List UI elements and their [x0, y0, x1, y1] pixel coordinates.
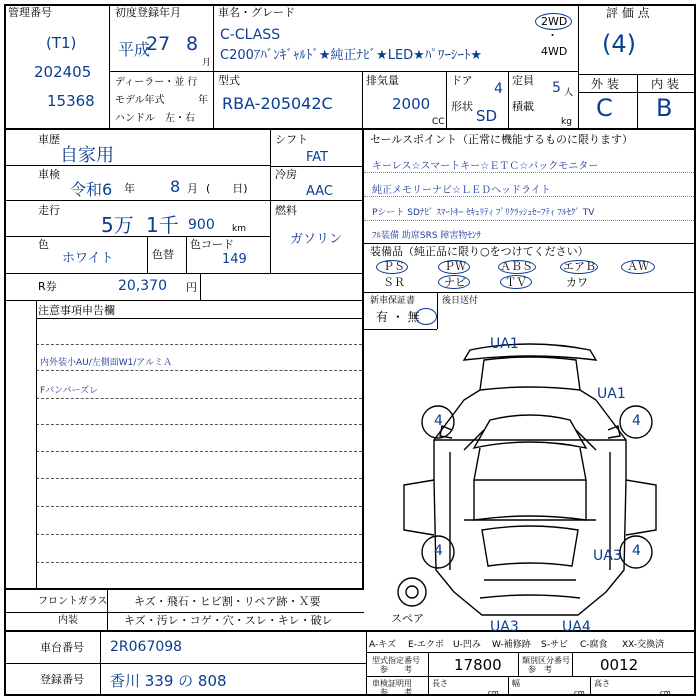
inspection-month-unit: 月: [187, 182, 198, 195]
capacity-unit: 人: [564, 88, 574, 98]
class-number-value: 0012: [600, 656, 639, 674]
mgmt-number-value-3: 15368: [47, 92, 95, 110]
recolor-label: 色替: [152, 248, 174, 261]
mileage-man: 5万: [101, 213, 134, 237]
handle-label: ハンドル 左・右: [115, 113, 195, 124]
wheel-mark-rear-left: 4: [434, 543, 443, 559]
damage-mark-ua3-side: UA3: [593, 548, 622, 564]
month-unit: 月: [202, 58, 212, 68]
legend-u: U-凹み: [453, 640, 481, 650]
damage-mark-ua1-top: UA1: [490, 336, 519, 352]
width-label: 幅: [512, 679, 520, 688]
history-value: 自家用: [60, 145, 114, 166]
registration-month: 8: [186, 33, 199, 55]
displacement-label: 排気量: [366, 74, 399, 87]
drive-4wd: 4WD: [541, 45, 568, 58]
color-code-label: 色コード: [190, 238, 234, 251]
inspection-era: 令和6: [70, 180, 113, 199]
interior-condition-value: キズ・汚レ・コゲ・穴・スレ・キレ・破レ: [124, 614, 333, 627]
equip-tv: ＴＶ: [505, 276, 527, 289]
r-ticket-label: R券: [38, 280, 57, 293]
drive-dot: ・: [547, 29, 558, 42]
shift-label: シフト: [275, 133, 308, 146]
spare-label: スペア: [391, 612, 424, 625]
warranty-label: 新車保証書: [370, 296, 416, 306]
model-type-label: 型式: [218, 74, 240, 87]
equip-navi: ナビ: [444, 276, 466, 289]
shift-value: FAT: [306, 150, 329, 165]
capacity-value: 5: [552, 80, 561, 96]
load-unit: kg: [561, 117, 572, 127]
model-year-unit: 年: [198, 95, 208, 106]
capacity-label: 定員: [512, 74, 534, 87]
interior-grade: B: [656, 94, 673, 122]
legend-e: E-エクボ: [408, 640, 444, 650]
warranty-circle: [415, 308, 437, 325]
evaluation-score: (4): [602, 30, 636, 58]
inspection-year-unit: 年: [124, 182, 135, 195]
front-glass-value: キズ・飛石・ヒビ割・リペア跡・Ｘ要: [134, 595, 321, 608]
color-code-value: 149: [222, 252, 247, 267]
damage-mark-ua3-rear: UA3: [490, 619, 519, 635]
interior-label: 内 装: [651, 77, 679, 91]
car-grade: C200ｱﾊﾞﾝｷﾞｬﾙﾄﾞ★純正ﾅﾋﾞ★LED★ﾊﾟﾜｰｼｰﾄ★: [220, 48, 482, 63]
type-designation-value: 17800: [454, 656, 502, 674]
mileage-rest: 900: [188, 217, 215, 233]
registration-year: 27: [146, 33, 171, 55]
sales-point-2: 純正メモリーナビ☆ＬＥＤヘッドライト: [372, 185, 551, 196]
class-number-label: 類別区分番号: [522, 656, 570, 665]
wheel-mark-front-right: 4: [632, 413, 641, 429]
r-ticket-value: 20,370: [118, 278, 167, 294]
wheel-mark-rear-right: 4: [632, 543, 641, 559]
mgmt-number-value-1: (T1): [46, 34, 77, 52]
height-unit: cm: [660, 689, 671, 697]
exterior-grade: C: [596, 94, 613, 122]
shape-label: 形状: [451, 100, 473, 113]
equip-airbag: エアＢ: [563, 260, 596, 273]
inspection-label: 車検: [38, 168, 60, 181]
certificate-label: 車検証明用: [372, 679, 412, 688]
car-name: C-CLASS: [220, 27, 281, 43]
car-name-label: 車名・グレード: [218, 6, 295, 19]
type-designation-sub: 参 考: [380, 665, 412, 674]
legend-s: S-サビ: [541, 640, 568, 650]
inspection-day-unit: ( 日): [206, 182, 248, 195]
ac-label: 冷房: [275, 168, 297, 181]
load-label: 積載: [512, 100, 534, 113]
fuel-label: 燃料: [275, 204, 297, 217]
mgmt-number-value-2: 202405: [34, 63, 92, 81]
exterior-label: 外 装: [591, 77, 619, 91]
note-line-2: Fバンパーズレ: [40, 386, 99, 396]
equip-leather: カワ: [566, 276, 588, 289]
evaluation-label: 評 価 点: [606, 6, 650, 20]
note-line-1: 内外装小AU/左側面W1/アルミＡ: [40, 358, 173, 368]
equip-pw: ＰＷ: [444, 260, 466, 273]
height-label: 高さ: [594, 679, 610, 688]
legend-a: A-キズ: [369, 640, 397, 650]
equip-ps: ＰＳ: [383, 260, 405, 273]
certificate-sub: 参 考: [380, 688, 412, 697]
fuel-value: ガソリン: [290, 232, 343, 247]
door-label: ドア: [451, 74, 473, 87]
width-unit: cm: [574, 689, 585, 697]
model-type-value: RBA-205042C: [222, 94, 333, 113]
registration-number-value: 香川 339 の 808: [110, 672, 227, 690]
chassis-label: 車台番号: [40, 641, 84, 654]
interior-condition-label: 内装: [58, 615, 78, 626]
sales-point-4: ﾌﾙ装備 助席SRS 障害物ｾﾝｻ: [372, 231, 481, 241]
equip-aw: ＡＷ: [627, 260, 649, 273]
displacement-value: 2000: [392, 95, 431, 113]
class-number-sub: 参 考: [528, 665, 552, 674]
drive-2wd: 2WD: [541, 15, 568, 28]
door-value: 4: [494, 81, 503, 97]
front-glass-label: フロントガラス: [38, 596, 108, 607]
length-unit: cm: [488, 689, 499, 697]
registration-number-label: 登録番号: [40, 673, 84, 686]
first-registration-label: 初度登録年月: [115, 6, 181, 19]
sales-point-3: Pシート SDﾅﾋﾞ ｽﾏｰﾄｷｰ ｾｷｭﾘﾃｨ ﾌﾟﾘｸﾗｯｼｭｾｰﾌﾃｨ ﾌﾙｾｸﾞ TV: [372, 208, 595, 218]
equip-abs: ＡＢＳ: [500, 260, 533, 273]
warranty-value: 有 ・ 無: [376, 310, 420, 324]
legend-xx: XX-交換済: [622, 640, 665, 650]
length-label: 長さ: [432, 679, 448, 688]
legend-w: W-補修跡: [492, 640, 531, 650]
sales-points-label: セールスポイント（正常に機能するものに限ります）: [370, 133, 634, 146]
color-value: ホワイト: [62, 251, 114, 266]
notes-label: 注意事項申告欄: [38, 304, 115, 317]
mileage-label: 走行: [38, 204, 60, 217]
damage-mark-ua1-side: UA1: [597, 386, 626, 402]
model-year-label: モデル年式: [115, 95, 165, 106]
history-label: 車歴: [38, 133, 60, 146]
car-diagram: [364, 330, 696, 630]
damage-mark-ua4-rear: UA4: [562, 619, 591, 635]
sales-point-1: キーレス☆スマートキー☆ＥＴＣ☆バックモニター: [372, 161, 599, 172]
dealer-label: ディーラー・並 行: [115, 77, 198, 88]
shape-value: SD: [476, 107, 498, 125]
equipment-label: 装備品（純正品に限り○をつけてください）: [370, 245, 589, 258]
mileage-sen: 1千: [146, 213, 179, 237]
chassis-value: 2R067098: [110, 639, 183, 655]
wheel-mark-front-left: 4: [434, 413, 443, 429]
cc-unit: CC: [432, 117, 445, 127]
mgmt-number-label: 管理番号: [8, 6, 52, 19]
km-unit: km: [232, 224, 246, 234]
type-designation-label: 型式指定番号: [372, 656, 420, 665]
equip-sr: ＳＲ: [383, 276, 405, 289]
ac-value: AAC: [306, 184, 333, 199]
yen-unit: 円: [186, 281, 197, 294]
warranty-after-label: 後日送付: [442, 296, 479, 306]
inspection-month: 8: [170, 177, 181, 196]
legend-c: C-腐食: [580, 640, 608, 650]
color-label: 色: [38, 238, 49, 251]
registration-era: 平成: [118, 40, 151, 59]
